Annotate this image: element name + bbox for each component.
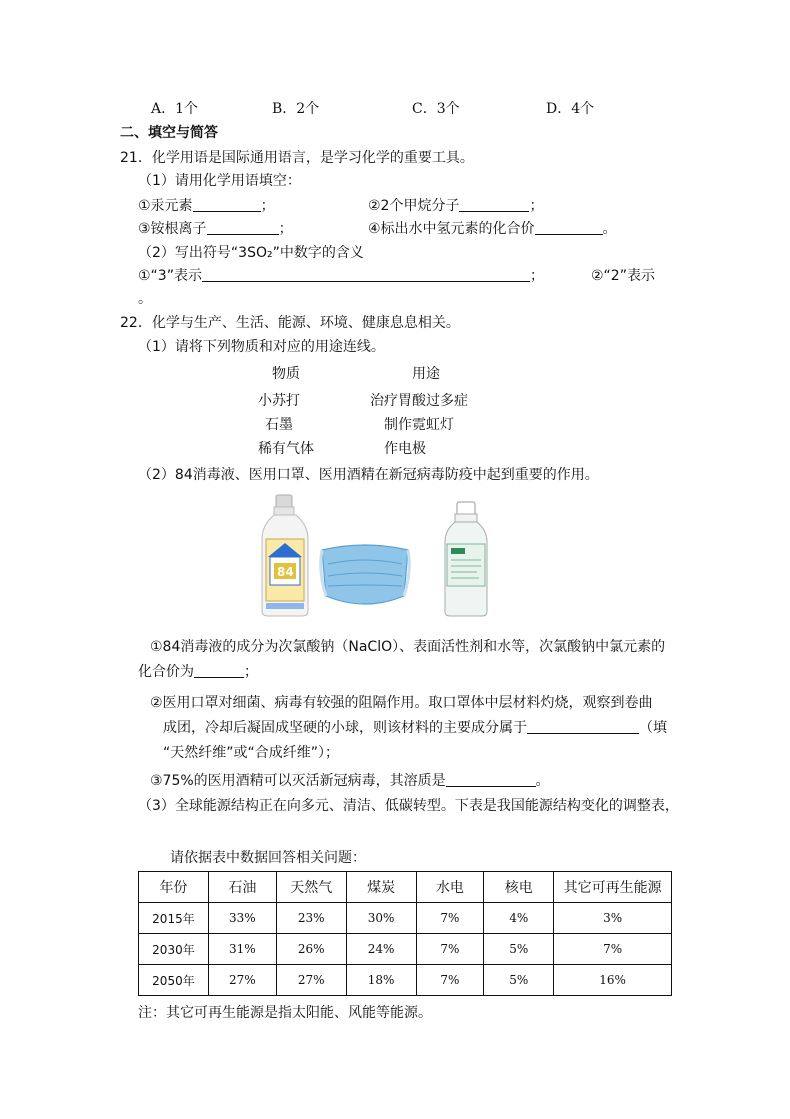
q21-part1: （1）请用化学用语填空： [138, 173, 301, 189]
table-cell: 30% [346, 903, 416, 934]
table-header: 煤炭 [346, 872, 416, 903]
table-cell: 16% [554, 965, 672, 996]
q21-item4-text: ④标出水中氢元素的化合价 [368, 221, 535, 237]
table-cell: 31% [208, 934, 276, 965]
q22-item1b-text: 化合价为 [138, 664, 194, 680]
q22-item2b-tail: （填 [639, 720, 667, 736]
q22-item2b-text: 成团，冷却后凝固成坚硬的小球，则该材料的主要成分属于 [163, 720, 527, 736]
label-84: 84 [277, 565, 294, 579]
table-header: 核电 [484, 872, 554, 903]
punct: ； [244, 664, 258, 680]
q22-item2-line2 [163, 718, 667, 738]
col-substance: 物质 [272, 366, 300, 382]
answer-blank[interactable] [194, 663, 244, 678]
substance-3[interactable]: 稀有气体 [258, 441, 314, 457]
q22-item2-line1: ②医用口罩对细菌、病毒有较强的阻隔作用。取口罩体中层材料灼烧，观察到卷曲 [150, 695, 653, 711]
table-cell: 27% [208, 965, 276, 996]
table-header-row [139, 872, 672, 903]
q21-item1 [138, 196, 275, 216]
q21-period: 。 [138, 291, 152, 307]
table-header: 其它可再生能源 [554, 872, 672, 903]
punct: ； [278, 221, 293, 237]
table-cell: 27% [276, 965, 346, 996]
table-cell: 4% [484, 903, 554, 934]
substance-1[interactable]: 小苏打 [258, 393, 300, 409]
option-d: D．4个 [546, 101, 595, 117]
q22-part1: （1）请将下列物质和对应的用途连线。 [138, 339, 385, 355]
table-cell: 2030年 [139, 934, 209, 965]
option-c: C．3个 [412, 101, 460, 117]
table-cell: 24% [346, 934, 416, 965]
table-cell: 7% [416, 965, 484, 996]
section-title: 二、填空与简答 [120, 125, 218, 141]
q21-item2-text: ②2个甲烷分子 [368, 198, 460, 214]
medical-mask-image [318, 540, 412, 616]
table-cell: 18% [346, 965, 416, 996]
use-2[interactable]: 制作霓虹灯 [384, 417, 454, 433]
q22-item2-line3: “天然纤维”或“合成纤维”）； [163, 745, 340, 761]
answer-blank[interactable] [193, 197, 261, 212]
table-cell: 3% [554, 903, 672, 934]
table-cell: 26% [276, 934, 346, 965]
answer-blank[interactable] [207, 220, 279, 235]
table-cell: 5% [484, 934, 554, 965]
table-row [139, 965, 672, 996]
q21-item3 [138, 219, 293, 239]
q21-item4 [368, 219, 617, 239]
table-cell: 7% [554, 934, 672, 965]
table-row [139, 903, 672, 934]
q22-stem: 22．化学与生产、生活、能源、环境、健康息息相关。 [120, 315, 460, 331]
medical-alcohol-image [441, 500, 491, 618]
option-b: B．2个 [272, 101, 320, 117]
table-row [139, 934, 672, 965]
energy-table [138, 871, 672, 996]
option-a: A．1个 [151, 101, 199, 117]
answer-blank[interactable] [535, 220, 603, 235]
answer-blank[interactable] [446, 772, 536, 787]
q21-meaning-2: ②“2”表示 [591, 268, 655, 284]
punct: ； [529, 268, 544, 284]
use-3[interactable]: 作电极 [384, 441, 426, 457]
table-cell: 2015年 [139, 903, 209, 934]
q21-item1-text: ①汞元素 [138, 198, 193, 214]
q21-item3-text: ③铵根离子 [138, 221, 207, 237]
table-cell: 7% [416, 934, 484, 965]
q22-part3-b: 请依据表中数据回答相关问题： [170, 850, 366, 866]
table-cell: 7% [416, 903, 484, 934]
q22-item3 [150, 771, 550, 791]
table-cell: 23% [276, 903, 346, 934]
col-use: 用途 [412, 366, 440, 382]
q21-meaning-3 [138, 266, 544, 286]
answer-blank[interactable] [527, 719, 639, 734]
use-1[interactable]: 治疗胃酸过多症 [370, 393, 468, 409]
punct: ； [529, 198, 544, 214]
table-header: 水电 [416, 872, 484, 903]
disinfectant-84-image [256, 493, 314, 618]
substance-2[interactable]: 石墨 [265, 417, 293, 433]
q22-item3-text: ③75%的医用酒精可以灭活新冠病毒，其溶质是 [150, 773, 446, 789]
q22-part3: （3）全球能源结构正在向多元、清洁、低碳转型。下表是我国能源结构变化的调整表， [138, 798, 679, 814]
q22-part2: （2）84消毒液、医用口罩、医用酒精在新冠病毒防疫中起到重要的作用。 [138, 467, 599, 483]
answer-blank[interactable] [202, 267, 530, 282]
q22-item1-line2 [138, 662, 258, 682]
q21-item2 [368, 196, 543, 216]
q22-item1-line1: ①84消毒液的成分为次氯酸钠（NaClO）、表面活性剂和水等，次氯酸钠中氯元素的 [150, 639, 666, 655]
q21-m1-text: ①“3”表示 [138, 268, 202, 284]
q21-stem: 21．化学用语是国际通用语言，是学习化学的重要工具。 [120, 150, 474, 166]
table-note: 注：其它可再生能源是指太阳能、风能等能源。 [138, 1005, 432, 1021]
answer-blank[interactable] [459, 197, 529, 212]
table-cell: 5% [484, 965, 554, 996]
table-header: 石油 [208, 872, 276, 903]
punct: 。 [602, 221, 617, 237]
table-header: 年份 [139, 872, 209, 903]
table-cell: 2050年 [139, 965, 209, 996]
q21-part2: （2）写出符号“3SO₂”中数字的含义 [138, 245, 364, 261]
table-cell: 33% [208, 903, 276, 934]
punct: ； [260, 198, 275, 214]
punct: 。 [535, 773, 550, 789]
table-header: 天然气 [276, 872, 346, 903]
